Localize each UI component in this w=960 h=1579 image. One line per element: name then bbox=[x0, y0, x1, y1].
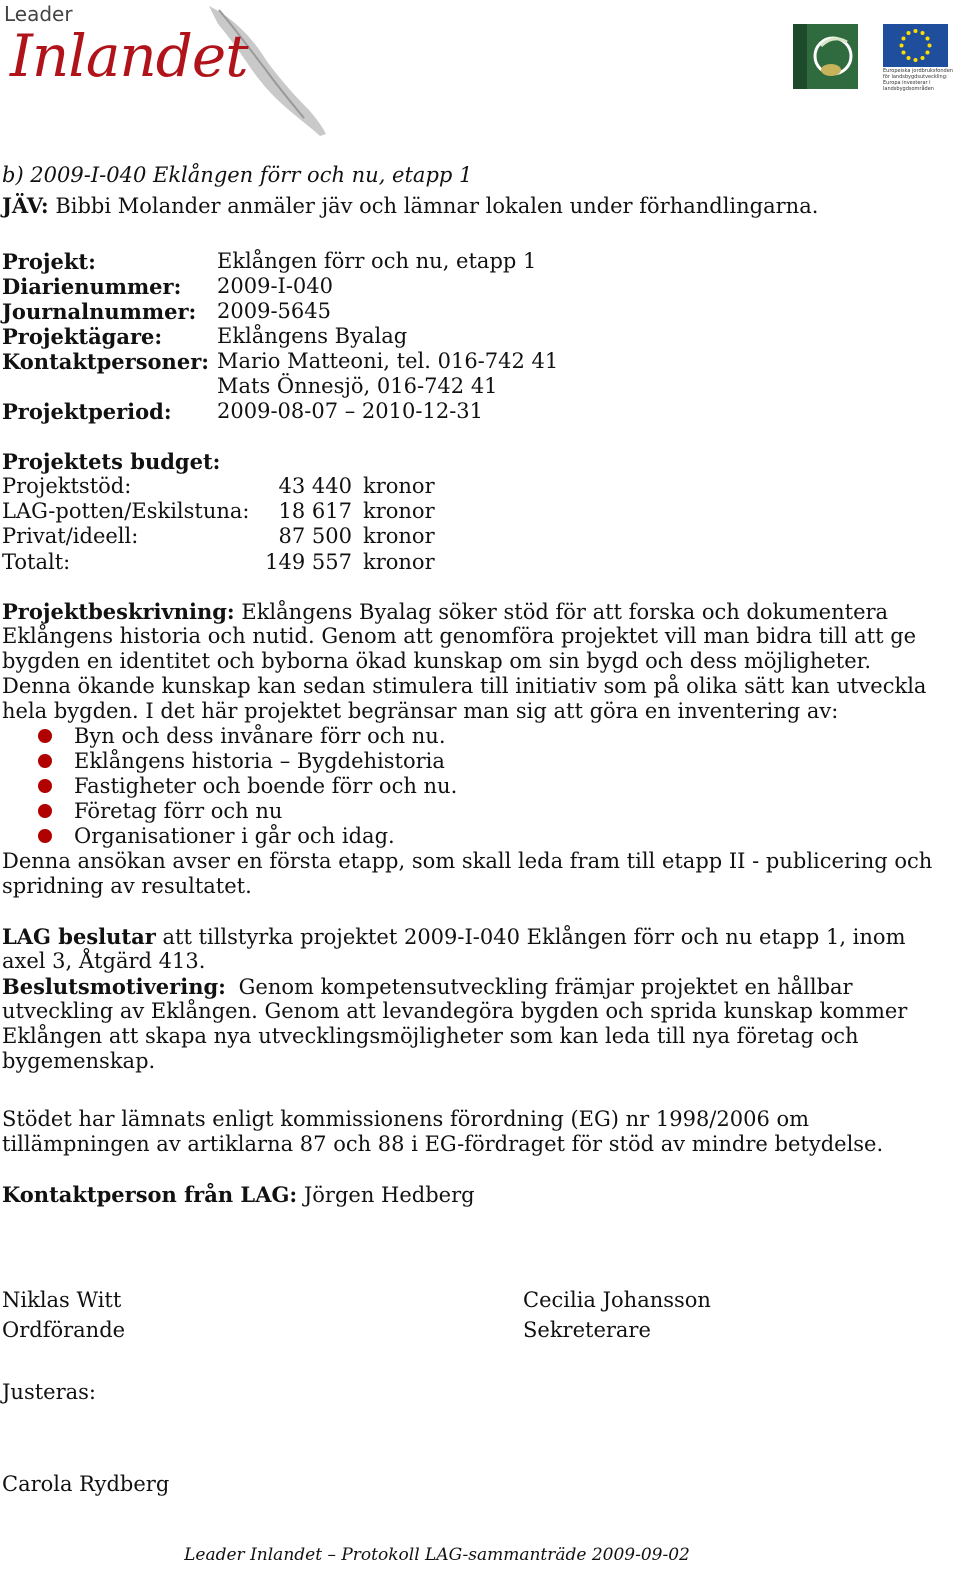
budget-row-label: Projektstöd: bbox=[2, 474, 132, 498]
jav-line bbox=[2, 193, 818, 219]
description-closing: spridning av resultatet. bbox=[2, 874, 252, 898]
leader-inlandet-logo bbox=[4, 0, 334, 140]
justeras-label: Justeras: bbox=[2, 1380, 96, 1404]
description-line: bygden en identitet och byborna ökad kunskap om sin bygd och dess möjligheter. bbox=[2, 649, 872, 673]
decision-label: LAG beslutar bbox=[2, 924, 156, 949]
projektagare-value: Eklångens Byalag bbox=[217, 324, 408, 348]
motivation-line bbox=[2, 974, 853, 1000]
budget-row-label: Privat/ideell: bbox=[2, 524, 139, 548]
diarienummer-label: Diarienummer: bbox=[2, 274, 182, 299]
motivation-line: Eklången att skapa nya utvecklingsmöjligheter som kan leda till nya företag och bbox=[2, 1024, 859, 1048]
description-line: hela bygden. I det här projektet begränsar man sig att göra en inventering av: bbox=[2, 699, 839, 723]
projektagare-label: Projektägare: bbox=[2, 324, 163, 349]
description-line bbox=[2, 599, 888, 625]
budget-row-currency: kronor bbox=[363, 524, 435, 548]
budget-row-amount: 18 617 bbox=[278, 499, 352, 523]
project-label: Projekt: bbox=[2, 249, 96, 274]
bullet-icon bbox=[38, 804, 52, 818]
jav-text: Bibbi Molander anmäler jäv och lämnar lokalen under förhandlingarna. bbox=[55, 194, 819, 218]
budget-row-currency: kronor bbox=[363, 499, 435, 523]
journalnummer-label: Journalnummer: bbox=[2, 299, 197, 324]
lag-contact-name: Jörgen Hedberg bbox=[303, 1183, 475, 1207]
leader-leaf-icon bbox=[793, 24, 858, 89]
journalnummer-value: 2009-5645 bbox=[217, 299, 331, 323]
budget-title: Projektets budget: bbox=[2, 449, 221, 474]
signature-chair-name: Niklas Witt bbox=[2, 1288, 122, 1312]
signature-adjuster-name: Carola Rydberg bbox=[2, 1472, 170, 1496]
eu-stars-icon bbox=[883, 24, 948, 67]
lag-contact bbox=[2, 1182, 475, 1208]
description-closing: Denna ansökan avser en första etapp, som skall leda fram till etapp II - publicering och bbox=[2, 849, 933, 873]
signature-secretary-role: Sekreterare bbox=[523, 1318, 651, 1342]
description-text: Eklångens Byalag söker stöd för att forska och dokumentera bbox=[241, 600, 889, 624]
bullet-item: Fastigheter och boende förr och nu. bbox=[74, 774, 458, 798]
bullet-item: Företag förr och nu bbox=[74, 799, 283, 823]
eu-flag bbox=[883, 24, 948, 67]
section-heading: b) 2009-I-040 Eklången förr och nu, etapp 1 bbox=[2, 163, 473, 187]
description-line: Eklångens historia och nutid. Genom att genomföra projektet vill man bidra till att ge bbox=[2, 624, 917, 648]
logo-leader-text: Leader bbox=[4, 2, 73, 26]
motivation-label: Beslutsmotivering: bbox=[2, 974, 226, 999]
bullet-icon bbox=[38, 779, 52, 793]
kontaktpersoner-label: Kontaktpersoner: bbox=[2, 349, 210, 374]
motivation-text: Genom kompetensutveckling främjar projektet en hållbar bbox=[238, 975, 853, 999]
project-value: Eklången förr och nu, etapp 1 bbox=[217, 249, 537, 273]
budget-row-label: Totalt: bbox=[2, 550, 71, 574]
eu-caption: Europeiska jordbruksfonden för landsbygdsutveckling: Europa investerar i landsbygdsområden bbox=[883, 68, 953, 92]
projektperiod-label: Projektperiod: bbox=[2, 399, 172, 424]
description-line: Denna ökande kunskap kan sedan stimulera till initiativ som på olika sätt kan utveckla bbox=[2, 674, 927, 698]
signature-chair-role: Ordförande bbox=[2, 1318, 126, 1342]
bullet-item: Eklångens historia – Bygdehistoria bbox=[74, 749, 445, 773]
motivation-line: bygemenskap. bbox=[2, 1049, 156, 1073]
budget-row-amount: 43 440 bbox=[278, 474, 352, 498]
budget-row-currency: kronor bbox=[363, 550, 435, 574]
bullet-icon bbox=[38, 729, 52, 743]
leader-eu-emblem bbox=[793, 24, 858, 89]
budget-row-amount: 87 500 bbox=[278, 524, 352, 548]
kontaktperson-1: Mario Matteoni, tel. 016-742 41 bbox=[217, 349, 559, 373]
budget-row-currency: kronor bbox=[363, 474, 435, 498]
jav-label: JÄV: bbox=[2, 193, 49, 218]
decision-line bbox=[2, 924, 905, 950]
lag-contact-label: Kontaktperson från LAG: bbox=[2, 1182, 298, 1207]
page-footer: Leader Inlandet – Protokoll LAG-sammanträde 2009-09-02 bbox=[184, 1545, 690, 1565]
logo-inlandet-text: Inlandet bbox=[10, 22, 248, 90]
bullet-item: Organisationer i går och idag. bbox=[74, 824, 395, 848]
decision-text: att tillstyrka projektet 2009-I-040 Eklången förr och nu etapp 1, inom bbox=[162, 925, 906, 949]
projektperiod-value: 2009-08-07 – 2010-12-31 bbox=[217, 399, 484, 423]
bullet-item: Byn och dess invånare förr och nu. bbox=[74, 724, 446, 748]
bullet-icon bbox=[38, 754, 52, 768]
decision-line: axel 3, Åtgärd 413. bbox=[2, 949, 206, 973]
signature-secretary-name: Cecilia Johansson bbox=[523, 1288, 711, 1312]
support-line: Stödet har lämnats enligt kommissionens förordning (EG) nr 1998/2006 om bbox=[2, 1107, 810, 1131]
budget-row-label: LAG-potten/Eskilstuna: bbox=[2, 499, 250, 523]
description-label: Projektbeskrivning: bbox=[2, 599, 235, 624]
budget-row-amount: 149 557 bbox=[265, 550, 352, 574]
motivation-line: utveckling av Eklången. Genom att levandegöra bygden och sprida kunskap kommer bbox=[2, 999, 908, 1023]
support-line: tillämpningen av artiklarna 87 och 88 i EG-fördraget för stöd av mindre betydelse. bbox=[2, 1132, 884, 1156]
kontaktperson-2: Mats Önnesjö, 016-742 41 bbox=[217, 374, 498, 398]
diarienummer-value: 2009-I-040 bbox=[217, 274, 334, 298]
bullet-icon bbox=[38, 829, 52, 843]
